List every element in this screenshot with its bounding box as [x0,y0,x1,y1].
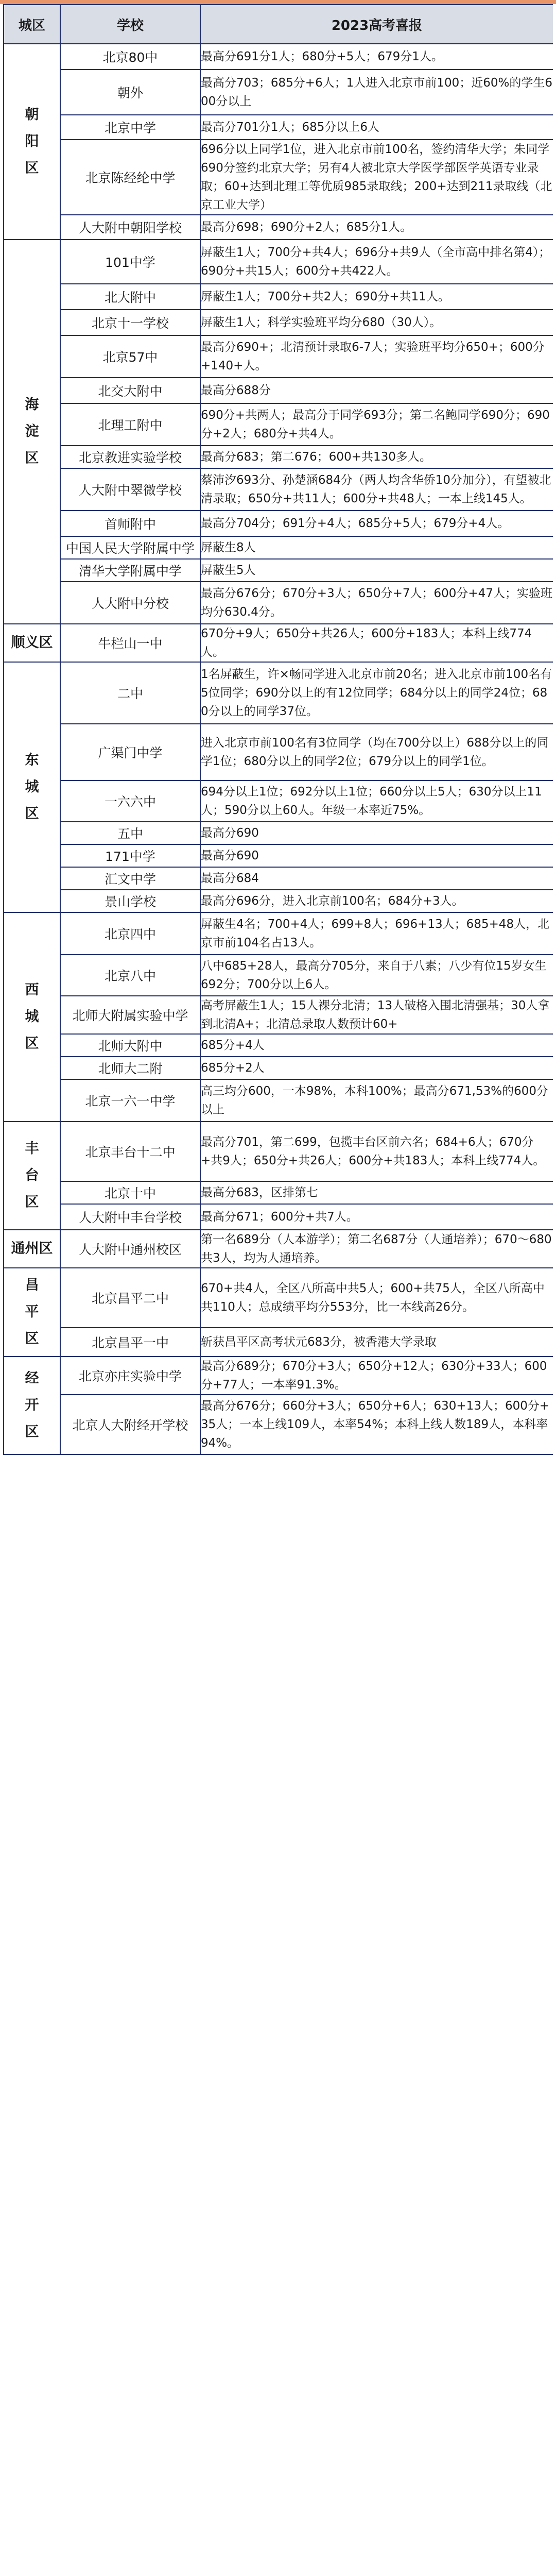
table-row [4,284,553,310]
school-name: 北大附中 [60,284,200,310]
header-report: 2023高考喜报 [200,5,553,44]
table-row [4,1122,553,1181]
table-row [4,140,553,215]
school-name: 朝外 [60,70,200,115]
table-row [4,559,553,582]
table-row [4,724,553,781]
table-row [4,44,553,70]
result-detail: 696分以上同学1位，进入北京市前100名，签约清华大学；朱同学690分签约北京大学；另有4人被北京大学医学部医学英语专业录取；60+达到北理工等优质985录取线；200+达到211录取线（北京工业大学） [200,140,553,215]
school-name: 101中学 [60,240,200,284]
school-name: 北京57中 [60,335,200,378]
report-table-container [3,4,553,1769]
table-row [4,662,553,724]
result-detail: 高三均分600，一本98%，本科100%；最高分671,53%的600分以上 [200,1079,553,1122]
result-detail: 最高分690 [200,844,553,867]
district-name: 通州区 [11,1241,53,1257]
result-detail: 670分+9人；650分+共26人；600分+183人；本科上线774人。 [200,624,553,662]
result-detail: 690分+共两人；最高分于同学693分；第二名鲍同学690分；690分+2人；680分+共4人。 [200,403,553,446]
school-name: 北京十中 [60,1181,200,1204]
school-name: 北京中学 [60,115,200,140]
district-cell [4,44,60,240]
table-row [4,1230,553,1268]
school-name: 人大附中分校 [60,582,200,624]
table-row [4,822,553,844]
footer [0,1769,556,1798]
table-row [4,955,553,996]
table-row [4,1357,553,1395]
school-name: 北京十一学校 [60,310,200,335]
result-detail: 1名屏蔽生，许×畅同学进入北京市前20名；进入北京市前100名有5位同学；690分以上的有12位同学；684分以上的同学24位；680分以上的同学37位。 [200,662,553,724]
result-detail: 斩获昌平区高考状元683分，被香港大学录取 [200,1328,553,1357]
school-name: 北京人大附经开学校 [60,1395,200,1454]
table-row [4,215,553,240]
district-name: 海淀区 [25,397,39,466]
school-name: 二中 [60,662,200,724]
school-name: 北京昌平一中 [60,1328,200,1357]
district-cell [4,662,60,912]
result-detail: 屏蔽生8人 [200,536,553,559]
district-name: 西城区 [25,982,39,1052]
district-cell [4,1122,60,1230]
table-row [4,1268,553,1328]
result-detail: 最高分698；690分+2人；685分1人。 [200,215,553,240]
school-name: 北理工附中 [60,403,200,446]
result-detail: 最高分691分1人；680分+5人；679分1人。 [200,44,553,70]
table-row [4,890,553,912]
school-name: 中国人民大学附属中学 [60,536,200,559]
result-detail: 八中685+28人，最高分705分，来自于八素；八少有位15岁女生692分；700分以上6人。 [200,955,553,996]
school-name: 五中 [60,822,200,844]
result-detail: 最高分689分；670分+3人；650分+12人；630分+33人；600分+77人；一本率91.3%。 [200,1357,553,1395]
result-detail: 蔡沛汐693分、孙楚涵684分（两人均含华侨10分加分），有望被北清录取；650分+共11人；600分+共48人；一本上线145人。 [200,468,553,511]
school-name: 北京丰台十二中 [60,1122,200,1181]
school-name: 171中学 [60,844,200,867]
school-name: 北师大二附 [60,1057,200,1079]
school-name: 北交大附中 [60,378,200,403]
table-row [4,115,553,140]
district-cell [4,1230,60,1268]
district-name: 丰台区 [25,1141,39,1210]
table-row [4,844,553,867]
school-name: 人大附中翠微学校 [60,468,200,511]
table-row [4,996,553,1034]
result-detail: 694分以上1位；692分以上1位；660分以上5人；630分以上11人；590分以上60人。年级一本率近75%。 [200,781,553,822]
table-row [4,310,553,335]
result-detail: 屏蔽生1人；科学实验班平均分680（30人）。 [200,310,553,335]
district-cell [4,624,60,662]
school-name: 一六六中 [60,781,200,822]
table-row [4,335,553,378]
table-row [4,781,553,822]
school-name: 人大附中朝阳学校 [60,215,200,240]
table-header-row [4,5,553,44]
result-detail: 进入北京市前100名有3位同学（均在700分以上）688分以上的同学1位；680分以上的同学2位；679分以上的同学1位。 [200,724,553,781]
result-detail: 最高分696分，进入北京前100名；684分+3人。 [200,890,553,912]
district-name: 昌平区 [25,1277,39,1347]
table-row [4,1395,553,1454]
school-name: 北京四中 [60,912,200,955]
school-name: 北京八中 [60,955,200,996]
district-cell [4,1268,60,1357]
result-detail: 屏蔽生1人；700分+共4人；696分+共9人（全市高中排名第4）；690分+共15人；600分+共422人。 [200,240,553,284]
school-name: 北京一六一中学 [60,1079,200,1122]
table-row [4,240,553,284]
table-row [4,511,553,536]
school-name: 北京亦庄实验中学 [60,1357,200,1395]
gaokao-report-table [3,4,553,1455]
district-cell [4,240,60,624]
table-row [4,912,553,955]
table-row [4,1181,553,1204]
school-name: 景山学校 [60,890,200,912]
table-row [4,867,553,890]
result-detail: 最高分683；第二676；600+共130多人。 [200,446,553,468]
table-row [4,468,553,511]
school-name: 北师大附属实验中学 [60,996,200,1034]
school-name: 北京教进实验学校 [60,446,200,468]
result-detail: 685分+2人 [200,1057,553,1079]
school-name: 清华大学附属中学 [60,559,200,582]
table-row [4,403,553,446]
result-detail: 最高分704分；691分+4人；685分+5人；679分+4人。 [200,511,553,536]
result-detail: 屏蔽生5人 [200,559,553,582]
table-row [4,1328,553,1357]
result-detail: 屏蔽生1人；700分+共2人；690分+共11人。 [200,284,553,310]
table-row [4,1204,553,1230]
district-cell [4,912,60,1122]
top-accent-bar [0,0,556,4]
table-row [4,624,553,662]
district-name: 经开区 [25,1370,39,1440]
table-row [4,1079,553,1122]
school-name: 首师附中 [60,511,200,536]
header-school: 学校 [60,5,200,44]
result-detail: 最高分684 [200,867,553,890]
result-detail: 最高分676分；660分+3人；650分+6人；630+13人；600分+35人；一本上线109人，本率54%；本科上线人数189人，本科率94%。 [200,1395,553,1454]
school-name: 北京昌平二中 [60,1268,200,1328]
result-detail: 最高分688分 [200,378,553,403]
result-detail: 最高分701分1人；685分以上6人 [200,115,553,140]
school-name: 牛栏山一中 [60,624,200,662]
result-detail: 最高分690+；北清预计录取6-7人；实验班平均分650+；600分+140+人。 [200,335,553,378]
table-row [4,1034,553,1057]
result-detail: 屏蔽生4名；700+4人；699+8人；696+13人；685+48人，北京市前104名占13人。 [200,912,553,955]
result-detail: 最高分701，第二699，包揽丰台区前六名；684+6人；670分+共9人；650分+共26人；600分+共183人；本科上线774人。 [200,1122,553,1181]
result-detail: 685分+4人 [200,1034,553,1057]
table-row [4,536,553,559]
table-row [4,1057,553,1079]
result-detail: 最高分690 [200,822,553,844]
district-name: 东城区 [25,752,39,822]
result-detail: 最高分703；685分+6人；1人进入北京市前100；近60%的学生600分以上 [200,70,553,115]
table-row [4,378,553,403]
table-row [4,446,553,468]
district-name: 朝阳区 [25,107,39,176]
result-detail: 高考屏蔽生1人；15人裸分北清；13人破格入围北清强基；30人拿到北清A+；北清总录取人数预计60+ [200,996,553,1034]
header-district: 城区 [4,5,60,44]
school-name: 北京陈经纶中学 [60,140,200,215]
table-body [4,44,553,1454]
district-cell [4,1357,60,1454]
school-name: 北师大附中 [60,1034,200,1057]
table-row [4,582,553,624]
school-name: 人大附中丰台学校 [60,1204,200,1230]
result-detail: 第一名689分（人本游学）；第二名687分（人通培养）；670～680共3人，均为人通培养。 [200,1230,553,1268]
result-detail: 最高分676分；670分+3人；650分+7人；600分+47人；实验班均分630.4分。 [200,582,553,624]
result-detail: 最高分683，区排第七 [200,1181,553,1204]
school-name: 人大附中通州校区 [60,1230,200,1268]
school-name: 汇文中学 [60,867,200,890]
district-name: 顺义区 [11,635,53,651]
table-row [4,70,553,115]
result-detail: 最高分671；600分+共7人。 [200,1204,553,1230]
school-name: 北京80中 [60,44,200,70]
school-name: 广渠门中学 [60,724,200,781]
result-detail: 670+共4人，全区八所高中共5人；600+共75人，全区八所高中共110人；总成绩平均分553分，比一本线高26分。 [200,1268,553,1328]
